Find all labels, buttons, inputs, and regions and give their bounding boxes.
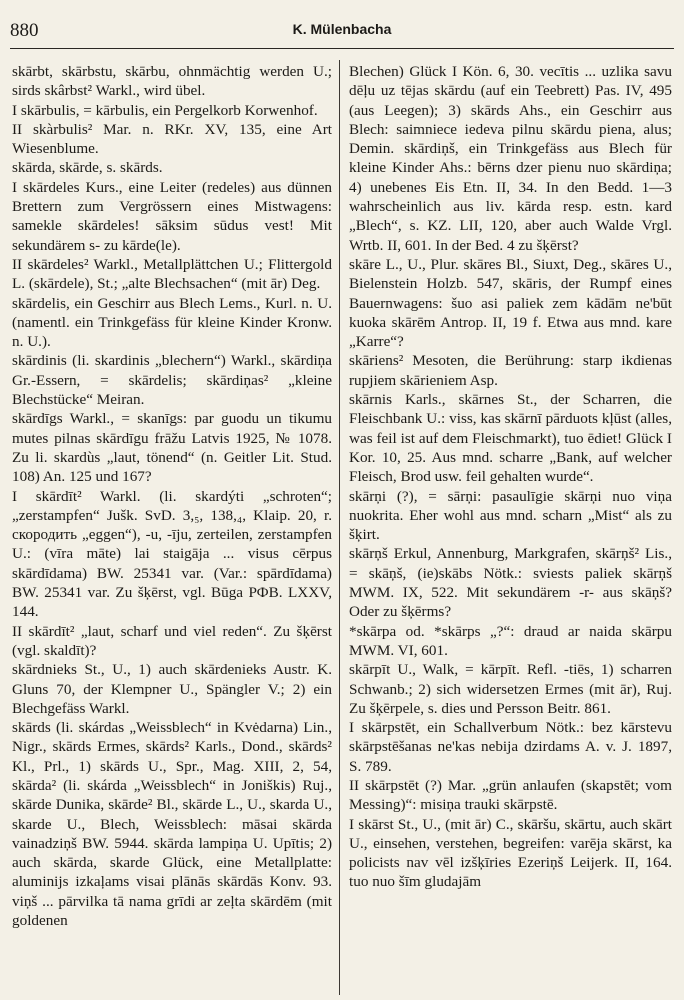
right-column bbox=[349, 62, 672, 992]
column-divider bbox=[339, 60, 340, 995]
page-header bbox=[10, 14, 674, 49]
right-column-text: Blechen) Glück I Kön. 6, 30. vecītis ... uzlika savu dēļu uz tējas skārdu (auf ein Teebrett) Pas. IV, 495 (aus Leegen); 3) skārds Ahs., ein Geschirr aus Blech: saimniece iedeva pilnu skārdu piena, alus; Demin. skārdiņš, ein Trinkgefäss aus Blech für kleine Kinder Ahs.: bērns dzer pienu nuo skārdiņa; 4) unebenes Eis Etn. II, 34. In den Bedd. 1—3 wahrscheinlich aus liv. kārda resp. estn. kard „Blech“, s. KZ. LII, 120, aber auch Walde Vrgl. Wrtb. II, 601. In der Bed. 4 zu šķērst? skāre L., U., Plur. skāres Bl., Siuxt, Deg., skāres U., Bielenstein Holzb. 547, skāris, der Rumpf eines Bauernwagens: šuo asi paliek zem kādām ne'būt kuoka skārēm Antrop. II, 19 f. Etwa aus mnd. kare „Karre“? skāriens² Mesoten, die Berührung: starp ikdienas rupjiem skārieniem Asp. skārnis Karls., skārnes St., der Scharren, die Fleischbank U.: viss, kas skārnī pārduots kļūst (alles, was feil ist auf dem Fleischmarkt), tuo ēdiet! Glück I Kor. 10, 25. Aus mnd. scharre „Bank, auf welcher Fleisch, Brod usw. feil gehalten wurde“. skārņi (?), = sārņi: pasaulīgie skārņi nuo viņa nuokrita. Eher wohl aus mnd. scharn „Mist“ als zu šķirt. skārņš Erkul, Annenburg, Markgrafen, skārņš² Lis., = skāņš, (ie)skābs Nötk.: sviests paliek skārņš MWM. IX, 522. Mit sekundärem -r- aus skāņš? Oder zu šķērms? *skārpa od. *skārps „?“: draud ar naida skārpu MWM. VI, 601. skārpīt U., Walk, = kārpīt. Refl. -tiēs, 1) scharren Schwanb.; 2) sich widersetzen Ermes (mit ār), Ruj. Zu šķērpele, s. dies und Persson Beitr. 861. I skārpstēt, ein Schallverbum Nötk.: bez kārstevu skārpstēšanas ne'kas nebija dzirdams A. v. J. 1897, S. 789. II skārpstēt (?) Mar. „grün anlaufen (skapstēt; vom Messing)“: misiņa trauki skārpstē. I skārst St., U., (mit ār) C., skāršu, skārtu, auch skārt U., einsehen, verstehen, begreifen: varēja skārst, ka policists nav vēl izšķīries Ezeriņš Leijerk. II, 164. tuo nuo šīm gludajām bbox=[349, 63, 672, 891]
left-column-text: skārbt, skārbstu, skārbu, ohnmächtig werden U.; sirds skârbst² Warkl., wird übel. I skārbulis, = kārbulis, ein Pergelkorb Korwenhof. II skàrbulis² Mar. n. RKr. XV, 135, eine Art Wiesenblume. skārda, skārde, s. skārds. I skārdeles Kurs., eine Leiter (redeles) aus dünnen Brettern zum Vergrössern eines Mistwagens: samekle skārdeles! sāksim sūdus vest! Mit sekundärem s- zu kārde(le). II skārdeles² Warkl., Metallplättchen U.; Flittergold L. (skārdele), St.; „alte Blechsachen“ (mit ār) Deg. skārdelis, ein Geschirr aus Blech Lems., Kurl. n. U. (namentl. ein Trinkgefäss für kleine Kinder Kronw. n. U.). skārdinis (li. skardinis „blechern“) Warkl., skārdiņa Gr.-Essern, = skārdelis; skārdiņas² „kleine Blechstücke“ Meiran. skārdīgs Warkl., = skanīgs: par guodu un tikumu mutes pilnas skārdīgu frāžu Latvis 1925, № 1078. Zu li. skardùs „laut, tönend“ (n. Geitler Lit. Stud. 108) An. 125 und 167? I skārdīt² Warkl. (li. skardýti „schroten“; „zerstampfen“ Jušk. SvD. 3,₅, 138,₄, Klaip. 20, r. скородить „eggen“), -u, -īju, zerteilen, zerstampfen U.: (vīra māte) lai staigāja ... visus cērpus skārdīdama) BW. 25341 var. (Var.: spārdīdama) BW. 25341 var. Zu šķērst, vgl. Būga РФВ. LXXV, 144. II skārdīt² „laut, scharf und viel reden“. Zu šķērst (vgl. skaldīt)? skārdnieks St., U., 1) auch skārdenieks Austr. K. Gluns 70, der Klempner U., Spängler V.; 2) ein Blechgefäss Warkl. skārds (li. skárdas „Weissblech“ in Kvėdarna) Lin., Nigr., skārds Ermes, skārds² Karls., Dond., skārds² Kl., Prl., 1) skārds U., Spr., Mag. XIII, 2, 54, skārda² (li. skárda „Weissblech“ in Joniškis) Ruj., skārde Dunika, skārde² Bl., skārde L., U., skarda U., skarde U., Blech, Weissblech: māsai skārda vainadziņš BW. 5944. skārda lampiņa U. Upītis; 2) auch skārda, skarde Glück, eine Metallplatte: aluminijs izkaļams visai plānās skārdās Konv. 93. viņš ... pārvilka tā nama grīdi ar zeļta skārdēm (mit goldenen bbox=[12, 63, 332, 930]
left-column bbox=[12, 62, 332, 992]
running-head: K. Mülenbacha bbox=[292, 21, 392, 37]
page-number: 880 bbox=[10, 20, 39, 41]
